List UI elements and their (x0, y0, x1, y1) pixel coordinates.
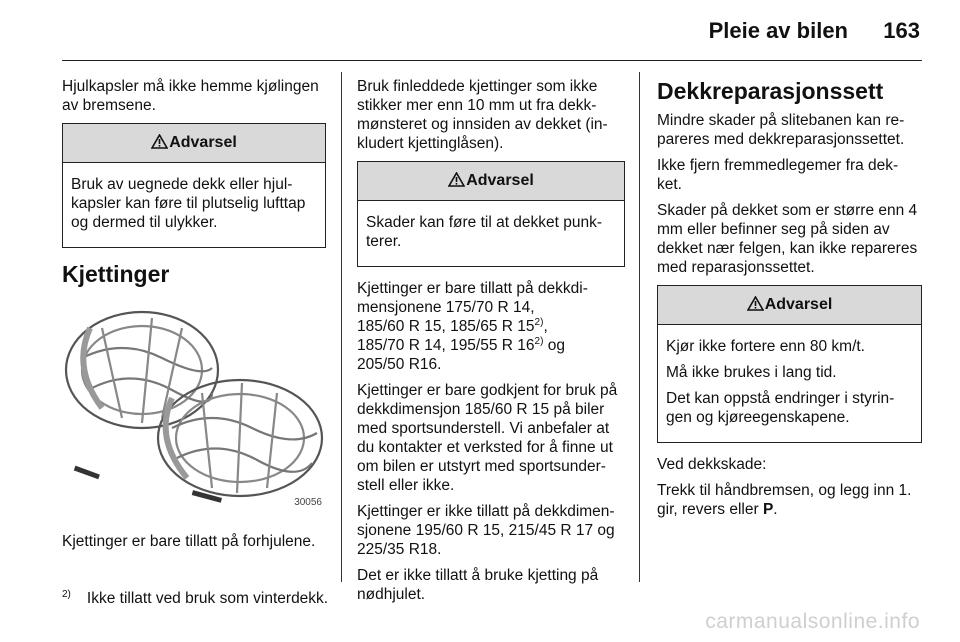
page-number: 163 (883, 18, 920, 43)
tyre-sizes-line-2: 185/60 R 15, 185/65 R 15 (357, 318, 535, 335)
handbrake-text-end: . (773, 501, 778, 518)
warning-box (62, 123, 326, 248)
watermark: carmanualsonline.info (705, 610, 920, 633)
tyre-sizes-paragraph (357, 279, 625, 374)
tyre-sizes-line-3-end: og (543, 337, 565, 354)
warning-box (357, 161, 625, 267)
sport-suspension-paragraph: Kjettinger er bare godkjent for bruk på dekkdimensjon 185/60 R 15 på biler med sportsunderstell. Vi anbefaler at du kontakter et verksted for å finne ut om bilen er utstyrt med sportsunder-stell eller ikke. (357, 382, 618, 494)
intro-paragraph: Hjulkapsler må ikke hemme kjølingen av bremsene. (62, 78, 319, 114)
warning-text: Bruk av uegnede dekk eller hjul-kapsler kan føre til plutselig lufttap og dermed til ulykker. (71, 176, 306, 231)
footnote-mark: 2) (62, 589, 71, 600)
repair-paragraph-3: Skader på dekket som er større enn 4 mm eller befinner seg på siden av dekket nær felgen, kan ikke repareres med reparasjonssettet. (657, 202, 918, 276)
section-heading-repair-kit: Dekkreparasjonssett (657, 78, 884, 104)
spare-wheel-paragraph: Det er ikke tillatt å bruke kjetting på nødhjulet. (357, 567, 599, 603)
repair-paragraph-2: Ikke fjern fremmedlegemer fra dek-ket. (657, 157, 899, 193)
header-rule (62, 60, 922, 61)
handbrake-instruction (657, 481, 922, 519)
warning-header (63, 124, 325, 163)
column-3 (657, 77, 922, 526)
warning-line-3: Det kan oppstå endringer i styrin-gen og kjøreegenskapene. (666, 390, 895, 426)
not-allowed-sizes-paragraph: Kjettinger er ikke tillatt på dekkdimen-sjonene 195/60 R 15, 215/45 R 17 og 225/35 R18. (357, 503, 615, 558)
column-divider-1 (341, 72, 342, 582)
chain-spec-paragraph: Bruk finleddede kjettinger som ikke stikker mer enn 10 mm ut fra dekk-mønsteret og innsiden av dekket (in-kludert kjettinglåsen). (357, 78, 608, 152)
footnote-text: Ikke tillatt ved bruk som vinterdekk. (86, 590, 329, 607)
warning-header (358, 162, 624, 201)
warning-box (657, 285, 922, 443)
park-gear-label: P (762, 501, 774, 518)
warning-header (658, 286, 921, 325)
warning-triangle-icon (747, 296, 764, 311)
warning-triangle-icon (151, 134, 168, 149)
handbrake-text: Trekk til håndbremsen, og legg inn 1. gir, revers eller (657, 482, 912, 518)
warning-triangle-icon (448, 172, 465, 187)
footnote-ref: 2) (534, 316, 544, 328)
warning-title: Advarsel (466, 172, 534, 189)
tyre-damage-label: Ved dekkskade: (657, 456, 767, 473)
figure-caption: Kjettinger er bare tillatt på forhjulene. (62, 533, 316, 550)
repair-paragraph-1: Mindre skader på slitebanen kan re-pareres med dekkreparasjonssettet. (657, 112, 905, 148)
header-title: Pleie av bilen (708, 18, 848, 43)
snow-chain-illustration (62, 298, 326, 516)
warning-title: Advarsel (764, 296, 833, 313)
column-1 (62, 77, 326, 558)
tyre-sizes-line-1: Kjettinger er bare tillatt på dekkdi-mensjonene 175/70 R 14, (357, 280, 588, 316)
tyre-sizes-line-2-end: , (543, 318, 548, 335)
figure-label: 30056 (294, 497, 322, 508)
tyre-sizes-line-4: 205/50 R16. (357, 356, 442, 373)
footnote-ref: 2) (534, 335, 544, 347)
warning-line-1: Kjør ikke fortere enn 80 km/t. (666, 338, 865, 355)
column-2 (357, 77, 625, 611)
column-divider-2 (639, 72, 640, 582)
warning-line-2: Må ikke brukes i lang tid. (666, 364, 837, 381)
warning-text: Skader kan føre til at dekket punk-terer. (366, 214, 603, 250)
footnote (62, 589, 328, 608)
tyre-sizes-line-3: 185/70 R 14, 195/55 R 16 (357, 337, 535, 354)
warning-title: Advarsel (169, 134, 237, 151)
section-heading-chains: Kjettinger (62, 261, 170, 287)
